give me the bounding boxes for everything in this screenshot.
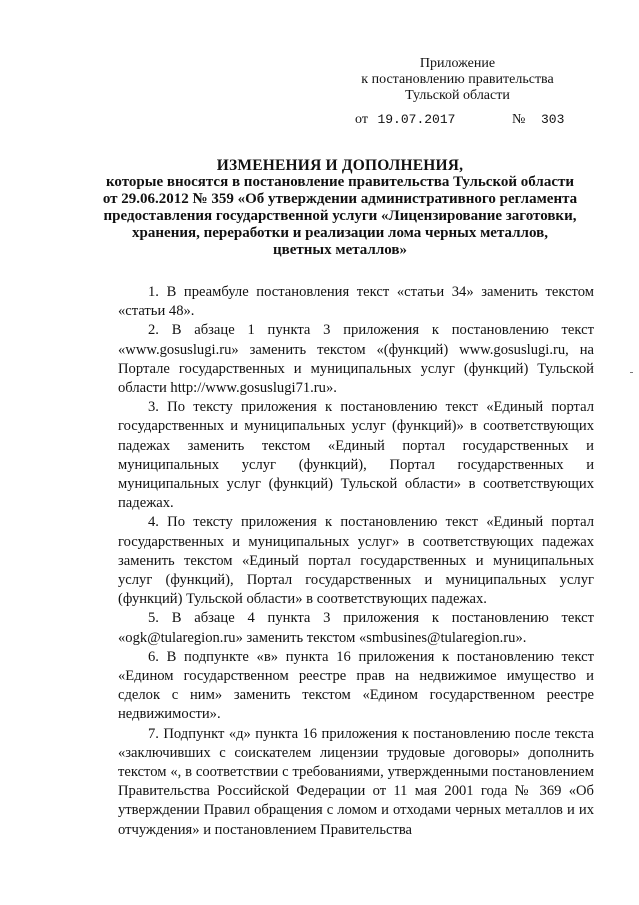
appendix-header (350, 56, 565, 104)
margin-mark (630, 372, 633, 373)
paragraph-2: 2. В абзаце 1 пункта 3 приложения к постановлению текст «www.gosuslugi.ru» заменить текстом «(функций) www.gosuslugi.ru, на Портале государственных и муниципальных услуг (функций) Тульской области http://www.gosuslugi71.ru». (118, 322, 594, 397)
paragraph-6: 6. В подпункте «в» пункта 16 приложения к постановлению текст «Едином государственном реестре прав на недвижимое имущество и сделок с ним» заменить текстом «Едином государственном реестре недвижимости». (118, 648, 594, 723)
title-line: предоставления государственной услуги «Лицензирование заготовки, (103, 208, 577, 224)
paragraph-7: 7. Подпункт «д» пункта 16 приложения к постановлению после текста «заключивших с соискателем лицензии трудовые договоры» дополнить текстом «, в соответствии с требованиями, утвержденными постановлением Правительства Российской Федерации от 11 мая 2001 года № 369 «Об утверждении Правил обращения с ломом и отходами черных металлов и их отчуждения» и постановлением Правительства (118, 725, 594, 838)
paragraph-1: 1. В преамбуле постановления текст «статьи 34» заменить текстом «статьи 48». (118, 284, 594, 320)
document-title (100, 157, 580, 259)
title-line: от 29.06.2012 № 359 «Об утверждении административного регламента (102, 191, 578, 207)
title-line: цветных металлов» (273, 242, 407, 258)
from-label: от (355, 112, 368, 127)
title-line: которые вносятся в постановление правительства Тульской области (105, 174, 575, 190)
paragraph-4: 4. По тексту приложения к постановлению текст «Единый портал государственных и муниципальных услуг» в соответствующих падежах заменить текстом «Единый портал государственных и муниципальных услуг (функций), Портал государственных и муниципальных услуг (функций) Тульской области» в соответствующих падежах. (118, 514, 594, 608)
number-label: № (512, 112, 526, 127)
appendix-resolution-line: к постановлению правительства (361, 72, 554, 87)
document-body (118, 283, 594, 840)
paragraph-5: 5. В абзаце 4 пункта 3 приложения к постановлению текст «ogk@tularegion.ru» заменить текстом «smbusines@tularegion.ru». (118, 610, 594, 646)
paragraph-3: 3. По тексту приложения к постановлению текст «Единый портал государственных и муниципальных услуг (функций)» в соответствующих падежах заменить текстом «Единый портал государственных и муниципальных услуг (функций), Портал государственных и муниципальных услуг (функций) Тульской области» в соответствующих падежах. (118, 399, 594, 512)
title-main: ИЗМЕНЕНИЯ И ДОПОЛНЕНИЯ, (216, 157, 464, 174)
title-line: хранения, переработки и реализации лома черных металлов, (132, 225, 548, 241)
appendix-region-line: Тульской области (405, 88, 510, 103)
document-number: 303 (541, 112, 565, 127)
document-date: 19.07.2017 (377, 112, 456, 127)
date-number-line (355, 112, 570, 128)
appendix-label: Приложение (419, 56, 496, 71)
